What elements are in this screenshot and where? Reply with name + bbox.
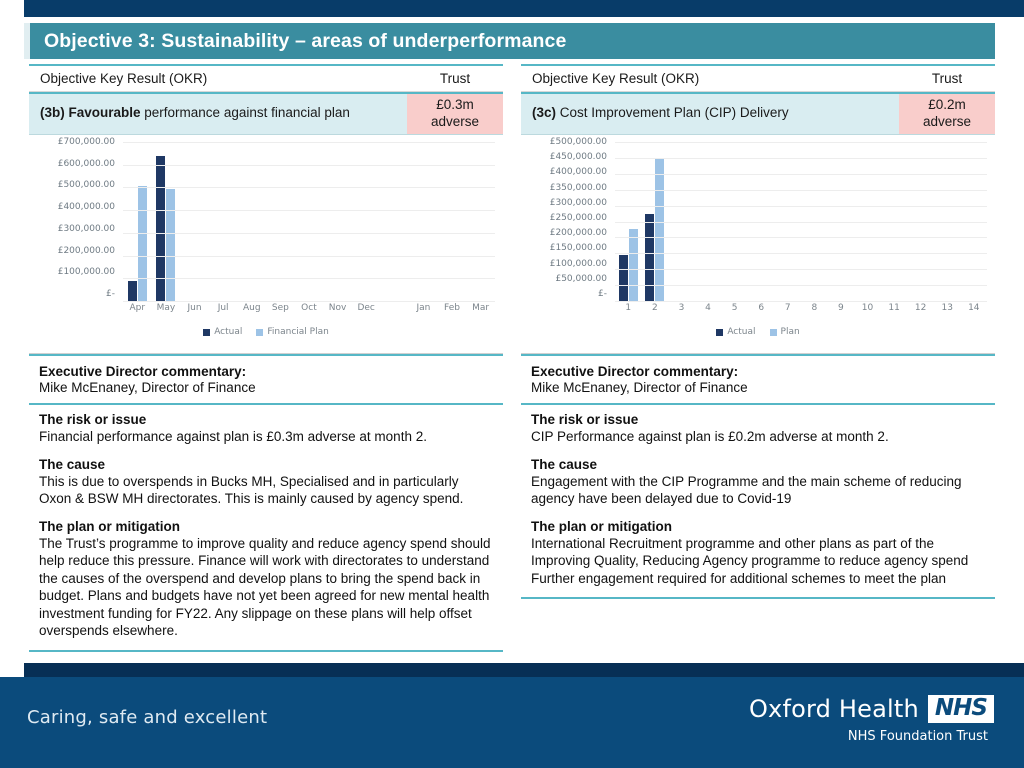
x-tick-label: 14 xyxy=(968,303,980,313)
brand-lockup xyxy=(749,695,994,744)
y-tick-label: £400,000.00 xyxy=(549,167,607,178)
x-tick-label: 11 xyxy=(888,303,900,313)
legend-swatch-icon xyxy=(716,329,723,336)
slide-title-bar xyxy=(24,23,995,59)
x-tick-label: Jul xyxy=(217,303,229,313)
legend-swatch-icon xyxy=(203,329,210,336)
y-tick-label: £500,000.00 xyxy=(549,137,607,147)
y-tick-label: £400,000.00 xyxy=(57,202,115,213)
legend-swatch-icon xyxy=(770,329,777,336)
bar-group xyxy=(266,142,295,301)
y-tick-label: £300,000.00 xyxy=(57,223,115,234)
legend-label: Actual xyxy=(214,327,243,337)
gridline xyxy=(615,285,987,286)
top-navy-strip xyxy=(24,0,1024,17)
y-axis-labels-right xyxy=(521,137,613,302)
okr-text: performance against financial plan xyxy=(140,105,350,120)
gridline xyxy=(615,206,987,207)
legend-swatch-icon xyxy=(256,329,263,336)
x-tick-label xyxy=(380,303,409,318)
chart-legend-right xyxy=(521,324,995,340)
okr-code: (3b) Favourable xyxy=(40,105,141,120)
gridline xyxy=(615,269,987,270)
x-tick-label: Nov xyxy=(328,303,347,313)
section-body: CIP Performance against plan is £0.2m adverse at month 2. xyxy=(531,429,889,444)
status-badge xyxy=(899,94,995,134)
bar-actual xyxy=(645,214,654,301)
bar-group xyxy=(438,142,467,301)
x-tick-label: 2 xyxy=(652,303,658,313)
x-tick-label: 9 xyxy=(838,303,844,313)
y-tick-label: £200,000.00 xyxy=(57,245,115,256)
okr-value-qualifier: adverse xyxy=(430,114,480,129)
y-tick-label: £100,000.00 xyxy=(57,267,115,278)
commentary-heading: Executive Director commentary: xyxy=(531,364,739,379)
section-body: Financial performance against plan is £0.3m adverse at month 2. xyxy=(39,429,427,444)
footer-tagline: Caring, safe and excellent xyxy=(27,707,268,728)
bar-group xyxy=(152,142,181,301)
okr-text: Cost Improvement Plan (CIP) Delivery xyxy=(556,105,789,120)
x-tick-label: 3 xyxy=(678,303,685,313)
bar-group xyxy=(352,142,381,301)
legend-item xyxy=(203,327,242,337)
page-title: Objective 3: Sustainability – areas of underperformance xyxy=(44,29,567,52)
panel-columns xyxy=(0,64,1024,660)
gridline xyxy=(123,301,495,302)
y-tick-label: £100,000.00 xyxy=(549,258,607,269)
gridline xyxy=(123,165,495,166)
okr-row xyxy=(521,92,995,135)
section-heading: The risk or issue xyxy=(39,412,147,427)
y-tick-label: £450,000.00 xyxy=(549,152,607,163)
x-tick-label: Sep xyxy=(271,303,289,313)
x-tick-label: 5 xyxy=(731,303,738,313)
x-tick-label: Oct xyxy=(301,303,317,313)
y-tick-label: £350,000.00 xyxy=(549,182,607,193)
okr-value-qualifier: adverse xyxy=(922,114,972,129)
detail-sections-left xyxy=(29,405,503,652)
bar-financial-plan xyxy=(138,186,147,301)
section-heading: The plan or mitigation xyxy=(531,518,672,534)
y-tick-label: £- xyxy=(598,288,607,299)
commentary-author: Mike McEnaney, Director of Finance xyxy=(531,380,748,395)
okr-row xyxy=(29,92,503,135)
okr-code: (3c) xyxy=(532,105,557,120)
gridline xyxy=(615,142,987,143)
bar-actual xyxy=(619,255,628,301)
section-body: Engagement with the CIP Programme and the main scheme of reducing agency have been delayed due to Covid-19 xyxy=(531,473,962,507)
y-tick-label: £500,000.00 xyxy=(57,180,115,191)
legend-item xyxy=(716,327,755,337)
x-tick-label: 1 xyxy=(625,303,632,313)
x-tick-label: 13 xyxy=(941,303,953,313)
gridline xyxy=(615,158,987,159)
chart-legend-left xyxy=(29,324,503,340)
x-tick-label: 8 xyxy=(811,303,818,313)
title-accent-bar xyxy=(24,23,30,59)
x-tick-label: Jan xyxy=(416,303,431,313)
brand-subtitle: NHS Foundation Trust xyxy=(847,729,988,745)
x-tick-label: 6 xyxy=(758,303,765,313)
x-tick-label: 12 xyxy=(914,303,927,313)
x-tick-label: May xyxy=(156,303,176,313)
x-tick-label: Jun xyxy=(187,303,202,313)
bar-group xyxy=(409,142,438,301)
okr-column-label: Objective Key Result (OKR) xyxy=(532,71,700,86)
slide-footer xyxy=(0,677,1024,768)
bar-group xyxy=(209,142,238,301)
commentary-author: Mike McEnaney, Director of Finance xyxy=(39,380,256,395)
chart-financial-plan xyxy=(29,135,503,354)
section-body: The Trust’s programme to improve quality and reduce agency spend should help reduce this pressure. Finance will work with directorates to understand the causes of the overspend and develop plans to bring the spend back in budget. Plans and budgets have not yet been agreed for new mental health investment funding for FY22. Any slippage on these plans will help offset overspends elsewhere. xyxy=(39,535,491,639)
okr-description xyxy=(521,94,899,134)
gridline xyxy=(615,253,987,254)
commentary-block xyxy=(521,354,995,405)
trust-column-label: Trust xyxy=(931,71,963,86)
x-tick-label: Apr xyxy=(129,303,146,313)
section-heading: The risk or issue xyxy=(531,412,639,427)
gridline xyxy=(123,142,495,143)
bar-group xyxy=(466,142,495,301)
gridline xyxy=(123,187,495,188)
gridline xyxy=(615,174,987,175)
legend-label: Actual xyxy=(727,327,756,337)
section-body: This is due to overspends in Bucks MH, Specialised and in particularly Oxon & BSW MH directorates. This is mainly caused by agency spend. xyxy=(39,473,464,507)
gridline xyxy=(123,210,495,211)
y-tick-label: £- xyxy=(106,288,115,299)
bar-actual xyxy=(128,281,137,301)
y-axis-labels-left xyxy=(29,137,121,302)
section-body: International Recruitment programme and other plans as part of the Improving Quality, Reducing Agency programme to reduce agency spend Further engagement required for additional schemes to meet the plan xyxy=(531,535,969,586)
gridline xyxy=(123,233,495,234)
nhs-logo-icon: NHS xyxy=(928,695,994,723)
section-heading: The cause xyxy=(531,456,598,472)
chart-cip-delivery xyxy=(521,135,995,354)
x-tick-label: 4 xyxy=(705,303,711,313)
bar-plan xyxy=(629,229,638,301)
y-tick-label: £700,000.00 xyxy=(57,137,115,147)
legend-item xyxy=(256,327,328,337)
panel-3c xyxy=(521,64,995,660)
okr-description xyxy=(29,94,407,134)
x-tick-label: Mar xyxy=(472,303,490,313)
x-tick-label: Aug xyxy=(242,303,261,313)
gridline xyxy=(123,278,495,279)
okr-table-header xyxy=(29,64,503,92)
footer-navy-strip xyxy=(24,663,1024,677)
gridline xyxy=(615,301,987,302)
y-tick-label: £300,000.00 xyxy=(549,197,607,208)
trust-column-label: Trust xyxy=(439,71,471,86)
legend-label: Financial Plan xyxy=(267,327,329,337)
plot-area-left xyxy=(123,142,495,302)
x-tick-label: Feb xyxy=(444,303,460,313)
bar-group xyxy=(123,142,152,301)
x-tick-label: 10 xyxy=(861,303,874,313)
okr-table-header xyxy=(521,64,995,92)
plot-area-right xyxy=(615,142,987,302)
bar-group xyxy=(323,142,352,301)
gridline xyxy=(615,190,987,191)
brand-name: Oxford Health xyxy=(748,695,919,724)
commentary-block xyxy=(29,354,503,405)
x-axis-labels-right xyxy=(615,303,987,318)
bar-financial-plan xyxy=(166,189,175,301)
okr-value: £0.2m xyxy=(928,97,966,113)
panel-3b xyxy=(29,64,503,660)
x-tick-label: 7 xyxy=(784,303,791,313)
y-tick-label: £150,000.00 xyxy=(549,243,607,254)
section-heading: The plan or mitigation xyxy=(39,518,180,534)
okr-value: £0.3m xyxy=(436,97,474,113)
bar-group xyxy=(295,142,324,301)
status-badge xyxy=(407,94,503,134)
section-heading: The cause xyxy=(39,456,106,472)
okr-column-label: Objective Key Result (OKR) xyxy=(40,71,208,86)
gridline xyxy=(615,222,987,223)
legend-label: Plan xyxy=(780,327,800,337)
x-tick-label: Dec xyxy=(357,303,375,313)
x-axis-labels-left xyxy=(123,303,495,318)
bar-series-left xyxy=(123,142,495,301)
legend-item xyxy=(770,327,800,337)
bar-group xyxy=(380,142,409,301)
bar-plan xyxy=(655,158,664,301)
gridline xyxy=(615,237,987,238)
y-tick-label: £200,000.00 xyxy=(549,228,607,239)
bar-group xyxy=(180,142,209,301)
commentary-heading: Executive Director commentary: xyxy=(39,364,247,379)
y-tick-label: £50,000.00 xyxy=(555,273,607,284)
gridline xyxy=(123,256,495,257)
y-tick-label: £250,000.00 xyxy=(549,212,607,223)
y-tick-label: £600,000.00 xyxy=(57,158,115,169)
bar-group xyxy=(237,142,266,301)
detail-sections-right xyxy=(521,405,995,599)
